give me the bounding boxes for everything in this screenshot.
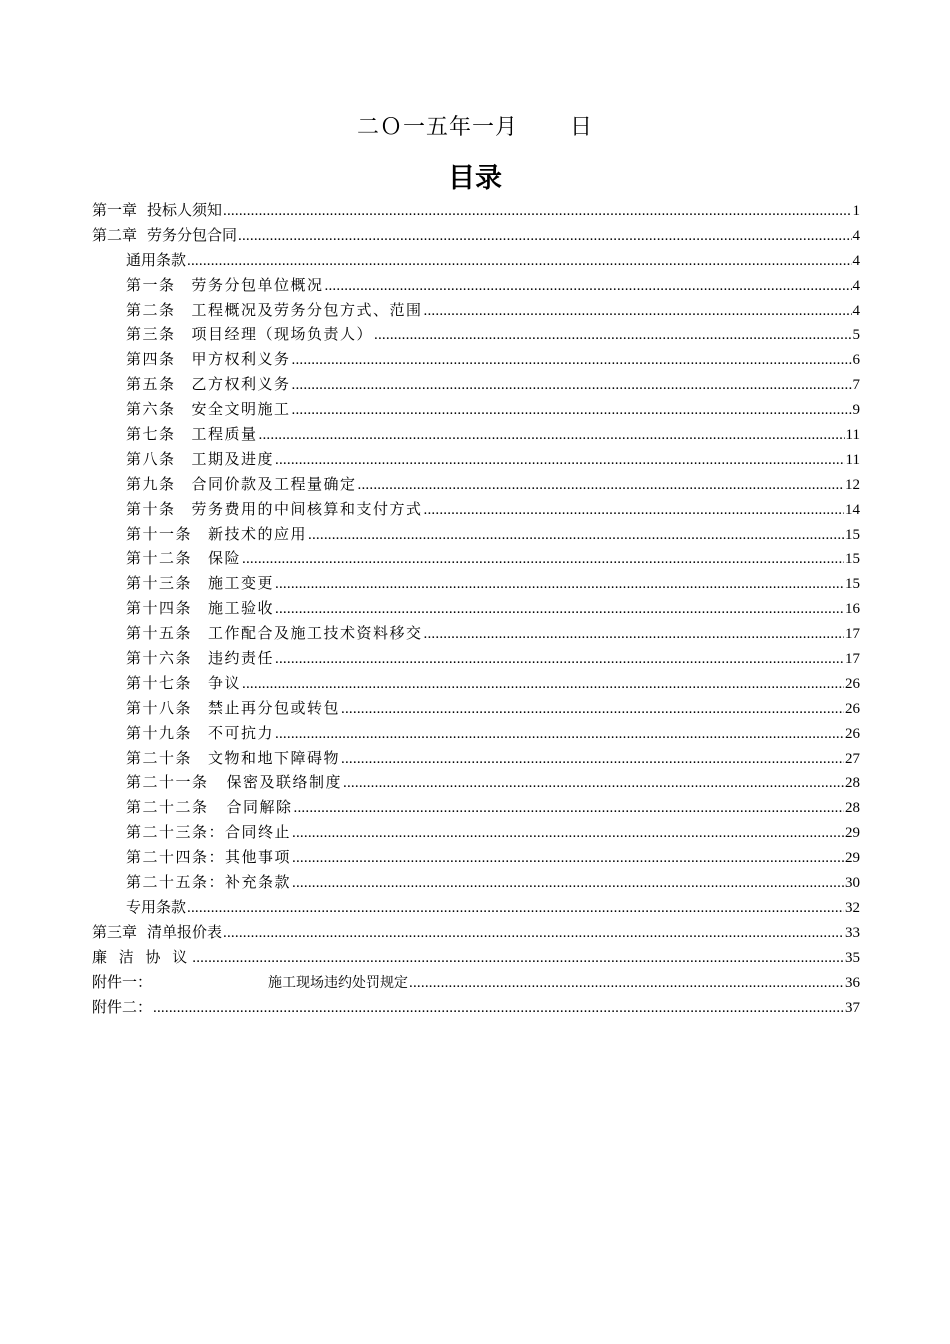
toc-page-number: 28 <box>845 775 860 792</box>
toc-entry-article-1[interactable] <box>92 274 860 299</box>
toc-entry-attachment-1[interactable] <box>92 971 860 996</box>
toc-page-number: 4 <box>852 277 860 294</box>
toc-page-number: 32 <box>845 899 860 916</box>
toc-entry-label: 第九条 合同价款及工程量确定 <box>126 476 357 493</box>
toc-entry-article-7[interactable] <box>92 423 860 448</box>
toc-entry-article-13[interactable] <box>92 572 860 597</box>
toc-page-number: 28 <box>845 800 860 817</box>
toc-dot-leader <box>292 825 844 842</box>
toc-page-number: 11 <box>845 451 860 468</box>
toc-dot-leader <box>292 377 852 394</box>
toc-dot-leader <box>308 527 844 544</box>
toc-page-number: 4 <box>852 252 860 269</box>
toc-page-number: 15 <box>845 576 860 593</box>
toc-entry-article-9[interactable] <box>92 473 860 498</box>
toc-entry-article-12[interactable] <box>92 547 860 572</box>
toc-entry-label: 专用条款 <box>126 899 187 916</box>
toc-entry-article-17[interactable] <box>92 672 860 697</box>
toc-page-number: 4 <box>852 227 860 244</box>
toc-entry-label: 第十八条 禁止再分包或转包 <box>126 700 341 717</box>
toc-page-number: 27 <box>845 750 860 767</box>
date-line <box>0 110 950 141</box>
toc-dot-leader <box>187 253 851 270</box>
toc-entry-article-15[interactable] <box>92 622 860 647</box>
toc-entry-label: 第十四条 施工验收 <box>126 601 275 618</box>
toc-entry-general-terms[interactable] <box>92 249 860 274</box>
toc-entry-label: 第十五条 工作配合及施工技术资料移交 <box>126 626 423 643</box>
toc-page-number: 14 <box>845 501 860 518</box>
toc-page-number: 26 <box>845 725 860 742</box>
toc-dot-leader <box>294 800 844 817</box>
toc-entry-label: 附件一： 施工现场违约处罚规定 <box>92 974 409 991</box>
toc-dot-leader <box>374 327 851 344</box>
toc-page-number: 12 <box>845 476 860 493</box>
toc-entry-label: 第二条 工程概况及劳务分包方式、范围 <box>126 302 423 319</box>
toc-dot-leader <box>325 278 852 295</box>
toc-entry-label: 附件二： <box>92 999 153 1016</box>
toc-page-number: 15 <box>845 526 860 543</box>
toc-entry-article-23[interactable] <box>92 821 860 846</box>
toc-entry-label: 第十三条 施工变更 <box>126 576 275 593</box>
toc-entry-label: 廉 洁 协 议 <box>92 949 192 966</box>
toc-entry-article-6[interactable] <box>92 398 860 423</box>
toc-dot-leader <box>341 751 844 768</box>
toc-entry-label: 第二十五条：补充条款 <box>126 875 292 892</box>
toc-dot-leader <box>187 900 844 917</box>
toc-dot-leader <box>358 477 844 494</box>
toc-dot-leader <box>292 875 844 892</box>
toc-dot-leader <box>192 950 844 967</box>
toc-entry-attachment-2[interactable] <box>92 996 860 1021</box>
toc-entry-article-10[interactable] <box>92 498 860 523</box>
toc-page-number: 36 <box>845 974 860 991</box>
toc-page-number: 1 <box>852 203 860 219</box>
toc-entry-chapter-1[interactable] <box>92 199 860 224</box>
toc-dot-leader <box>424 626 844 643</box>
toc-page-number: 30 <box>845 875 860 892</box>
toc-entry-label: 第五条 乙方权利义务 <box>126 377 291 394</box>
toc-page-number: 6 <box>852 352 860 369</box>
toc-entry-label: 第一条 劳务分包单位概况 <box>126 277 324 294</box>
toc-dot-leader <box>223 925 844 942</box>
toc-entry-label: 第十二条 保险 <box>126 551 242 568</box>
toc-entry-label: 第六条 安全文明施工 <box>126 402 291 419</box>
toc-entry-label: 第二十四条：其他事项 <box>126 850 292 867</box>
toc-entry-article-5[interactable] <box>92 373 860 398</box>
toc-dot-leader <box>275 726 844 743</box>
toc-entry-article-8[interactable] <box>92 448 860 473</box>
toc-entry-label: 第一章 投标人须知 <box>92 203 223 219</box>
toc-entry-article-4[interactable] <box>92 348 860 373</box>
toc-entry-label: 第三条 项目经理（现场负责人） <box>126 327 374 344</box>
toc-entry-label: 第十七条 争议 <box>126 675 242 692</box>
table-of-contents <box>92 199 860 1020</box>
toc-dot-leader <box>275 576 844 593</box>
toc-dot-leader <box>275 601 844 618</box>
toc-entry-label: 第八条 工期及进度 <box>126 451 275 468</box>
toc-entry-article-16[interactable] <box>92 647 860 672</box>
toc-dot-leader <box>275 452 845 469</box>
toc-entry-article-14[interactable] <box>92 597 860 622</box>
toc-entry-label: 第十条 劳务费用的中间核算和支付方式 <box>126 501 423 518</box>
toc-page-number: 7 <box>852 377 860 394</box>
toc-page-number: 29 <box>845 850 860 867</box>
toc-entry-label: 第七条 工程质量 <box>126 427 258 444</box>
toc-entry-article-2[interactable] <box>92 299 860 324</box>
toc-entry-special-terms[interactable] <box>92 896 860 921</box>
toc-page-number: 35 <box>845 949 860 966</box>
toc-page-number: 9 <box>852 402 860 419</box>
toc-entry-label: 通用条款 <box>126 252 187 269</box>
toc-entry-chapter-3[interactable] <box>92 921 860 946</box>
toc-dot-leader <box>424 303 852 320</box>
toc-entry-label: 第二章 劳务分包合同 <box>92 227 238 244</box>
toc-entry-article-22[interactable] <box>92 796 860 821</box>
toc-dot-leader <box>343 775 844 792</box>
toc-dot-leader <box>275 651 844 668</box>
toc-dot-leader <box>238 228 851 245</box>
toc-entry-article-25[interactable] <box>92 871 860 896</box>
toc-page-number: 17 <box>845 626 860 643</box>
toc-page-number: 26 <box>845 675 860 692</box>
toc-entry-label: 第二十三条：合同终止 <box>126 825 292 842</box>
toc-entry-article-20[interactable] <box>92 747 860 772</box>
toc-dot-leader <box>341 701 844 718</box>
toc-entry-article-18[interactable] <box>92 697 860 722</box>
toc-entry-article-24[interactable] <box>92 846 860 871</box>
toc-dot-leader <box>242 551 844 568</box>
date-day: 日 <box>570 114 594 139</box>
toc-page-number: 11 <box>845 427 860 444</box>
toc-dot-leader <box>409 975 844 992</box>
toc-dot-leader <box>292 352 852 369</box>
toc-entry-label: 第四条 甲方权利义务 <box>126 352 291 369</box>
toc-dot-leader <box>242 676 844 693</box>
toc-page-number: 26 <box>845 700 860 717</box>
toc-title: 目录 <box>448 163 502 194</box>
toc-page-number: 29 <box>845 825 860 842</box>
toc-entry-label: 第十一条 新技术的应用 <box>126 526 308 543</box>
toc-page-number: 15 <box>845 551 860 568</box>
toc-entry-article-3[interactable] <box>92 323 860 348</box>
toc-page-number: 17 <box>845 651 860 668</box>
toc-dot-leader <box>292 402 852 419</box>
toc-page-number: 5 <box>852 327 860 344</box>
toc-entry-article-11[interactable] <box>92 523 860 548</box>
date-year-month: 二Ｏ一五年一月 <box>356 114 518 139</box>
toc-entry-article-21[interactable] <box>92 771 860 796</box>
toc-page-number: 4 <box>852 302 860 319</box>
toc-page-number: 33 <box>845 924 860 941</box>
toc-dot-leader <box>424 502 844 519</box>
toc-entry-integrity-agreement[interactable] <box>92 946 860 971</box>
toc-page-number: 16 <box>845 601 860 618</box>
toc-entry-article-19[interactable] <box>92 722 860 747</box>
toc-dot-leader <box>292 850 844 867</box>
toc-entry-label: 第十六条 违约责任 <box>126 651 275 668</box>
toc-dot-leader <box>223 203 851 220</box>
toc-entry-label: 第二十一条 保密及联络制度 <box>126 775 343 792</box>
toc-entry-label: 第十九条 不可抗力 <box>126 725 275 742</box>
toc-page-number: 37 <box>845 999 860 1016</box>
toc-entry-label: 第二十条 文物和地下障碍物 <box>126 750 341 767</box>
toc-entry-chapter-2[interactable] <box>92 224 860 249</box>
toc-dot-leader <box>259 427 845 444</box>
toc-dot-leader <box>153 1000 844 1017</box>
toc-entry-label: 第三章 清单报价表 <box>92 924 223 941</box>
toc-entry-label: 第二十二条 合同解除 <box>126 800 293 817</box>
